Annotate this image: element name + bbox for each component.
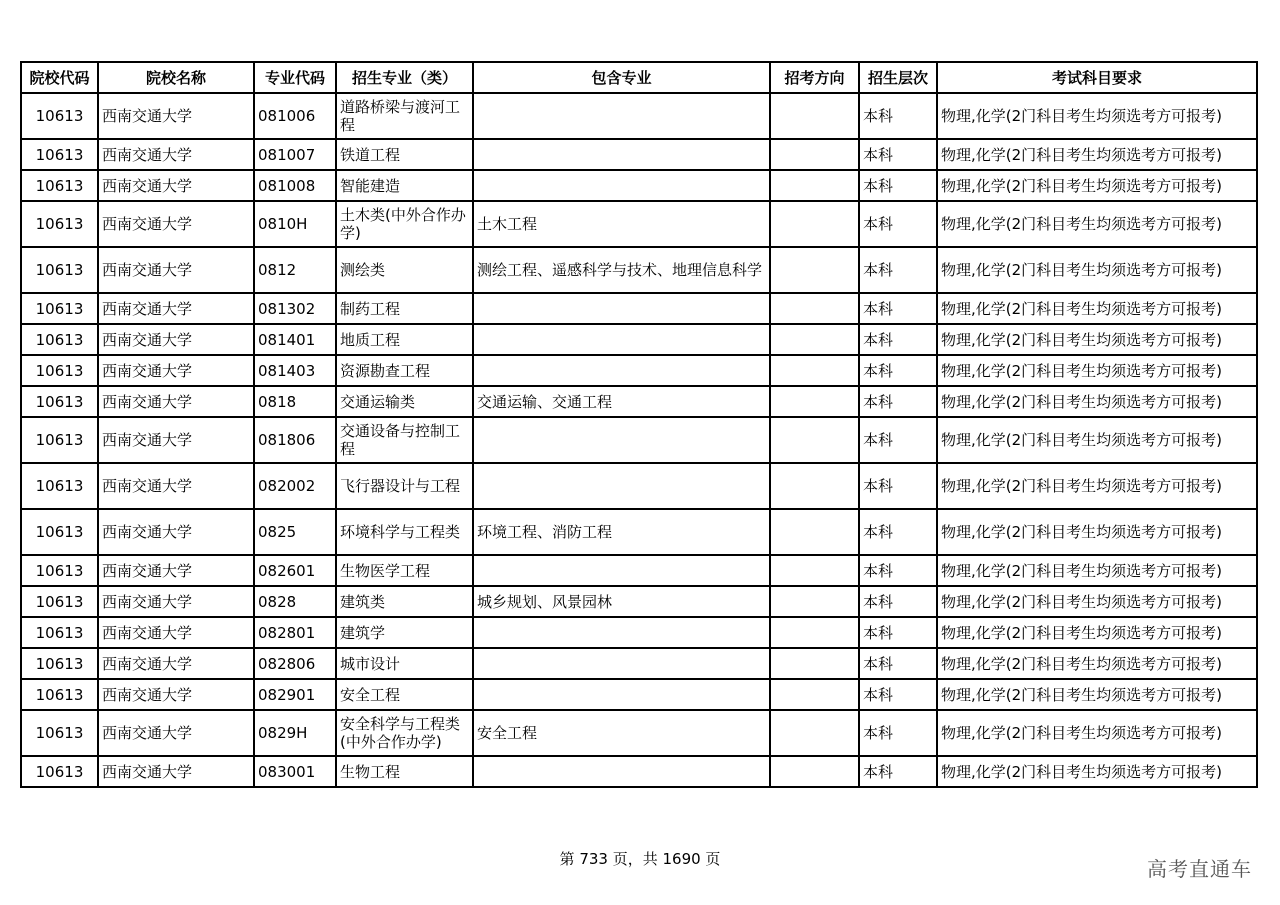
header-level: 招生层次 — [859, 62, 937, 93]
cell-requirement: 物理,化学(2门科目考生均须选考方可报考) — [937, 201, 1257, 247]
cell-requirement: 物理,化学(2门科目考生均须选考方可报考) — [937, 170, 1257, 201]
cell-school-code: 10613 — [21, 756, 98, 787]
cell-requirement: 物理,化学(2门科目考生均须选考方可报考) — [937, 355, 1257, 386]
cell-major: 交通设备与控制工程 — [336, 417, 473, 463]
cell-school-name: 西南交通大学 — [98, 170, 254, 201]
cell-school-code: 10613 — [21, 509, 98, 555]
cell-level: 本科 — [859, 509, 937, 555]
cell-requirement: 物理,化学(2门科目考生均须选考方可报考) — [937, 710, 1257, 756]
cell-major: 飞行器设计与工程 — [336, 463, 473, 509]
cell-level: 本科 — [859, 324, 937, 355]
cell-direction — [770, 293, 859, 324]
cell-major-code: 0825 — [254, 509, 336, 555]
cell-direction — [770, 463, 859, 509]
cell-requirement: 物理,化学(2门科目考生均须选考方可报考) — [937, 555, 1257, 586]
cell-direction — [770, 617, 859, 648]
cell-included-majors: 测绘工程、遥感科学与技术、地理信息科学 — [473, 247, 770, 293]
cell-requirement: 物理,化学(2门科目考生均须选考方可报考) — [937, 509, 1257, 555]
cell-level: 本科 — [859, 555, 937, 586]
cell-requirement: 物理,化学(2门科目考生均须选考方可报考) — [937, 93, 1257, 139]
cell-requirement: 物理,化学(2门科目考生均须选考方可报考) — [937, 324, 1257, 355]
header-school-name: 院校名称 — [98, 62, 254, 93]
cell-direction — [770, 139, 859, 170]
cell-school-code: 10613 — [21, 417, 98, 463]
cell-direction — [770, 170, 859, 201]
cell-direction — [770, 201, 859, 247]
cell-school-code: 10613 — [21, 710, 98, 756]
cell-requirement: 物理,化学(2门科目考生均须选考方可报考) — [937, 756, 1257, 787]
cell-school-name: 西南交通大学 — [98, 139, 254, 170]
cell-major: 建筑学 — [336, 617, 473, 648]
cell-school-name: 西南交通大学 — [98, 756, 254, 787]
cell-requirement: 物理,化学(2门科目考生均须选考方可报考) — [937, 247, 1257, 293]
table-row — [21, 509, 1257, 555]
document-page — [20, 61, 1256, 788]
table-row — [21, 247, 1257, 293]
cell-major-code: 0818 — [254, 386, 336, 417]
cell-major-code: 082601 — [254, 555, 336, 586]
cell-level: 本科 — [859, 293, 937, 324]
cell-included-majors — [473, 417, 770, 463]
cell-requirement: 物理,化学(2门科目考生均须选考方可报考) — [937, 648, 1257, 679]
cell-included-majors — [473, 355, 770, 386]
cell-direction — [770, 555, 859, 586]
cell-school-code: 10613 — [21, 201, 98, 247]
cell-level: 本科 — [859, 648, 937, 679]
cell-included-majors — [473, 139, 770, 170]
cell-school-code: 10613 — [21, 386, 98, 417]
cell-included-majors — [473, 555, 770, 586]
cell-school-code: 10613 — [21, 139, 98, 170]
cell-major: 铁道工程 — [336, 139, 473, 170]
cell-major-code: 081008 — [254, 170, 336, 201]
table-row — [21, 555, 1257, 586]
cell-level: 本科 — [859, 139, 937, 170]
cell-major: 道路桥梁与渡河工程 — [336, 93, 473, 139]
cell-major: 生物医学工程 — [336, 555, 473, 586]
cell-major-code: 082801 — [254, 617, 336, 648]
cell-direction — [770, 679, 859, 710]
cell-included-majors — [473, 648, 770, 679]
cell-school-name: 西南交通大学 — [98, 93, 254, 139]
cell-school-code: 10613 — [21, 617, 98, 648]
cell-level: 本科 — [859, 355, 937, 386]
cell-major: 智能建造 — [336, 170, 473, 201]
table-row — [21, 417, 1257, 463]
page-number: 第 733 页，共 1690 页 — [559, 850, 721, 868]
cell-direction — [770, 648, 859, 679]
header-included-majors: 包含专业 — [473, 62, 770, 93]
cell-requirement: 物理,化学(2门科目考生均须选考方可报考) — [937, 463, 1257, 509]
cell-school-name: 西南交通大学 — [98, 463, 254, 509]
table-row — [21, 93, 1257, 139]
cell-school-code: 10613 — [21, 586, 98, 617]
cell-direction — [770, 247, 859, 293]
cell-school-name: 西南交通大学 — [98, 648, 254, 679]
cell-major-code: 081401 — [254, 324, 336, 355]
table-row — [21, 679, 1257, 710]
table-row — [21, 355, 1257, 386]
table-header-row — [21, 62, 1257, 93]
header-school-code: 院校代码 — [21, 62, 98, 93]
cell-major: 安全科学与工程类(中外合作办学) — [336, 710, 473, 756]
cell-school-name: 西南交通大学 — [98, 617, 254, 648]
table-row — [21, 710, 1257, 756]
cell-level: 本科 — [859, 710, 937, 756]
cell-included-majors — [473, 679, 770, 710]
cell-requirement: 物理,化学(2门科目考生均须选考方可报考) — [937, 586, 1257, 617]
cell-major-code: 0810H — [254, 201, 336, 247]
cell-school-name: 西南交通大学 — [98, 586, 254, 617]
cell-included-majors — [473, 617, 770, 648]
header-direction: 招考方向 — [770, 62, 859, 93]
cell-major: 建筑类 — [336, 586, 473, 617]
cell-included-majors — [473, 324, 770, 355]
cell-requirement: 物理,化学(2门科目考生均须选考方可报考) — [937, 293, 1257, 324]
cell-school-code: 10613 — [21, 293, 98, 324]
cell-included-majors: 土木工程 — [473, 201, 770, 247]
cell-school-name: 西南交通大学 — [98, 324, 254, 355]
table-row — [21, 201, 1257, 247]
cell-requirement: 物理,化学(2门科目考生均须选考方可报考) — [937, 617, 1257, 648]
cell-major: 安全工程 — [336, 679, 473, 710]
cell-school-name: 西南交通大学 — [98, 710, 254, 756]
cell-major-code: 081806 — [254, 417, 336, 463]
cell-direction — [770, 324, 859, 355]
cell-school-name: 西南交通大学 — [98, 555, 254, 586]
cell-direction — [770, 710, 859, 756]
table-row — [21, 617, 1257, 648]
cell-level: 本科 — [859, 417, 937, 463]
cell-level: 本科 — [859, 617, 937, 648]
table-row — [21, 586, 1257, 617]
cell-school-name: 西南交通大学 — [98, 509, 254, 555]
cell-school-code: 10613 — [21, 170, 98, 201]
cell-included-majors — [473, 293, 770, 324]
cell-school-code: 10613 — [21, 555, 98, 586]
cell-level: 本科 — [859, 756, 937, 787]
table-row — [21, 648, 1257, 679]
cell-included-majors: 环境工程、消防工程 — [473, 509, 770, 555]
table-row — [21, 463, 1257, 509]
cell-school-code: 10613 — [21, 463, 98, 509]
cell-level: 本科 — [859, 170, 937, 201]
cell-school-name: 西南交通大学 — [98, 386, 254, 417]
cell-major: 城市设计 — [336, 648, 473, 679]
header-major-code: 专业代码 — [254, 62, 336, 93]
cell-direction — [770, 509, 859, 555]
table-row — [21, 324, 1257, 355]
cell-requirement: 物理,化学(2门科目考生均须选考方可报考) — [937, 139, 1257, 170]
cell-included-majors: 安全工程 — [473, 710, 770, 756]
cell-major-code: 0828 — [254, 586, 336, 617]
cell-school-name: 西南交通大学 — [98, 201, 254, 247]
cell-requirement: 物理,化学(2门科目考生均须选考方可报考) — [937, 417, 1257, 463]
cell-major: 土木类(中外合作办学) — [336, 201, 473, 247]
cell-direction — [770, 355, 859, 386]
cell-school-code: 10613 — [21, 679, 98, 710]
header-major: 招生专业（类） — [336, 62, 473, 93]
cell-level: 本科 — [859, 201, 937, 247]
cell-school-code: 10613 — [21, 324, 98, 355]
cell-included-majors — [473, 93, 770, 139]
cell-major: 环境科学与工程类 — [336, 509, 473, 555]
table-row — [21, 756, 1257, 787]
cell-level: 本科 — [859, 386, 937, 417]
cell-major-code: 082901 — [254, 679, 336, 710]
cell-major-code: 081302 — [254, 293, 336, 324]
cell-major-code: 081006 — [254, 93, 336, 139]
cell-included-majors — [473, 756, 770, 787]
cell-requirement: 物理,化学(2门科目考生均须选考方可报考) — [937, 679, 1257, 710]
table-row — [21, 170, 1257, 201]
cell-level: 本科 — [859, 247, 937, 293]
cell-school-name: 西南交通大学 — [98, 355, 254, 386]
cell-major-code: 0812 — [254, 247, 336, 293]
table-body — [21, 93, 1257, 787]
cell-direction — [770, 417, 859, 463]
cell-major-code: 083001 — [254, 756, 336, 787]
cell-school-name: 西南交通大学 — [98, 293, 254, 324]
cell-requirement: 物理,化学(2门科目考生均须选考方可报考) — [937, 386, 1257, 417]
cell-school-name: 西南交通大学 — [98, 247, 254, 293]
cell-major: 制药工程 — [336, 293, 473, 324]
cell-included-majors — [473, 170, 770, 201]
cell-school-code: 10613 — [21, 648, 98, 679]
cell-major-code: 082002 — [254, 463, 336, 509]
cell-school-name: 西南交通大学 — [98, 417, 254, 463]
cell-direction — [770, 93, 859, 139]
cell-major: 资源勘查工程 — [336, 355, 473, 386]
cell-school-name: 西南交通大学 — [98, 679, 254, 710]
header-requirement: 考试科目要求 — [937, 62, 1257, 93]
cell-major: 交通运输类 — [336, 386, 473, 417]
cell-school-code: 10613 — [21, 247, 98, 293]
cell-included-majors: 交通运输、交通工程 — [473, 386, 770, 417]
cell-included-majors: 城乡规划、风景园林 — [473, 586, 770, 617]
cell-level: 本科 — [859, 93, 937, 139]
cell-included-majors — [473, 463, 770, 509]
cell-school-code: 10613 — [21, 355, 98, 386]
admissions-table — [20, 61, 1258, 788]
cell-direction — [770, 586, 859, 617]
cell-level: 本科 — [859, 463, 937, 509]
cell-major-code: 081007 — [254, 139, 336, 170]
cell-major: 测绘类 — [336, 247, 473, 293]
table-row — [21, 386, 1257, 417]
cell-major-code: 081403 — [254, 355, 336, 386]
cell-school-code: 10613 — [21, 93, 98, 139]
cell-major-code: 0829H — [254, 710, 336, 756]
table-row — [21, 293, 1257, 324]
table-row — [21, 139, 1257, 170]
cell-major: 地质工程 — [336, 324, 473, 355]
cell-major: 生物工程 — [336, 756, 473, 787]
cell-direction — [770, 386, 859, 417]
watermark-logo-text: 高考直通车 — [1147, 857, 1252, 881]
cell-direction — [770, 756, 859, 787]
cell-level: 本科 — [859, 679, 937, 710]
cell-major-code: 082806 — [254, 648, 336, 679]
cell-level: 本科 — [859, 586, 937, 617]
